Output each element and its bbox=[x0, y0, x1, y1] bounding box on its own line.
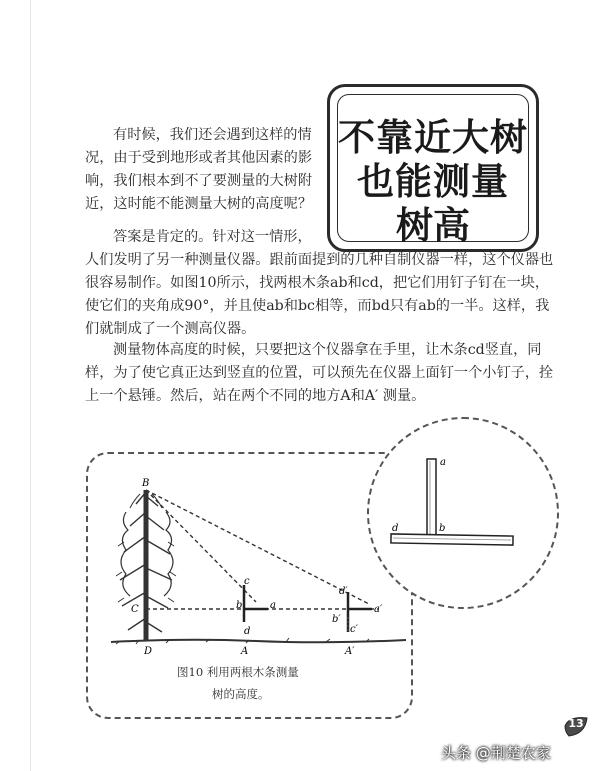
page-edge-line bbox=[30, 0, 31, 771]
title-line-2: 也能测量 bbox=[357, 160, 509, 203]
label-d-prime: d′ bbox=[339, 586, 348, 597]
page-number-badge bbox=[563, 714, 589, 738]
inset-label-b: b bbox=[439, 523, 446, 534]
label-b-prime: b′ bbox=[332, 614, 341, 625]
label-a: a bbox=[270, 600, 276, 611]
ground-line bbox=[111, 640, 406, 643]
paragraph-2-start: 答案是肯定的。针对这一情形， bbox=[113, 229, 312, 245]
paragraph-1: 有时候，我们还会遇到这样的情况，由于受到地形或者其他因素的影响，我们根本到不了要测量的大树附近，这时能不能测量大树的高度呢？ bbox=[85, 127, 313, 212]
figure-caption-line-2: 树的高度。 bbox=[212, 687, 270, 701]
page-number: 13 bbox=[568, 717, 584, 730]
label-d: d bbox=[244, 626, 251, 637]
paragraph-3: 测量物体高度的时候，只要把这个仪器拿在手里，让木条cd竖直，同样，为了使它真正达到竖直的位置，可以预先在仪器上面钉一个小钉子，拴上一个悬锤。然后，站在两个不同的地方A和A′ 测量。 bbox=[85, 342, 554, 404]
title-box bbox=[327, 84, 539, 252]
instrument-inset-illustration bbox=[367, 417, 559, 609]
stick-ab bbox=[427, 459, 436, 539]
instrument-1 bbox=[244, 585, 268, 622]
label-D: D bbox=[144, 646, 153, 657]
title-line-3: 树高 bbox=[396, 204, 470, 247]
label-C: C bbox=[131, 604, 139, 615]
sight-line-1 bbox=[146, 490, 256, 602]
label-A-prime: A′ bbox=[345, 646, 355, 657]
label-B: B bbox=[142, 478, 150, 489]
title-line-1: 不靠近大树 bbox=[338, 116, 528, 159]
label-b: b bbox=[236, 600, 243, 611]
inset-label-a: a bbox=[440, 457, 446, 468]
sight-line-2 bbox=[146, 490, 369, 604]
figure-caption-line-1: 图10 利用两根木条测量 bbox=[177, 665, 299, 679]
label-A: A bbox=[241, 646, 249, 657]
watermark-text: 头条 @荆楚农家 bbox=[441, 744, 551, 762]
tree-icon bbox=[116, 490, 176, 640]
inset-label-d: d bbox=[392, 523, 399, 534]
paragraph-2-rest: 人们发明了另一种测量仪器。跟前面提到的几种自制仪器一样，这个仪器也很容易制作。如图10所示，找两根木条ab和cd，把它们用钉子钉在一块，使它们的夹角成90°，并且使ab和bc相等，而bd只有ab的一半。这样，我们就制成了一个测高仪器。 bbox=[85, 252, 554, 337]
label-c: c bbox=[244, 576, 250, 587]
label-a-prime: a′ bbox=[374, 604, 383, 615]
label-c-prime: c′ bbox=[350, 624, 358, 635]
